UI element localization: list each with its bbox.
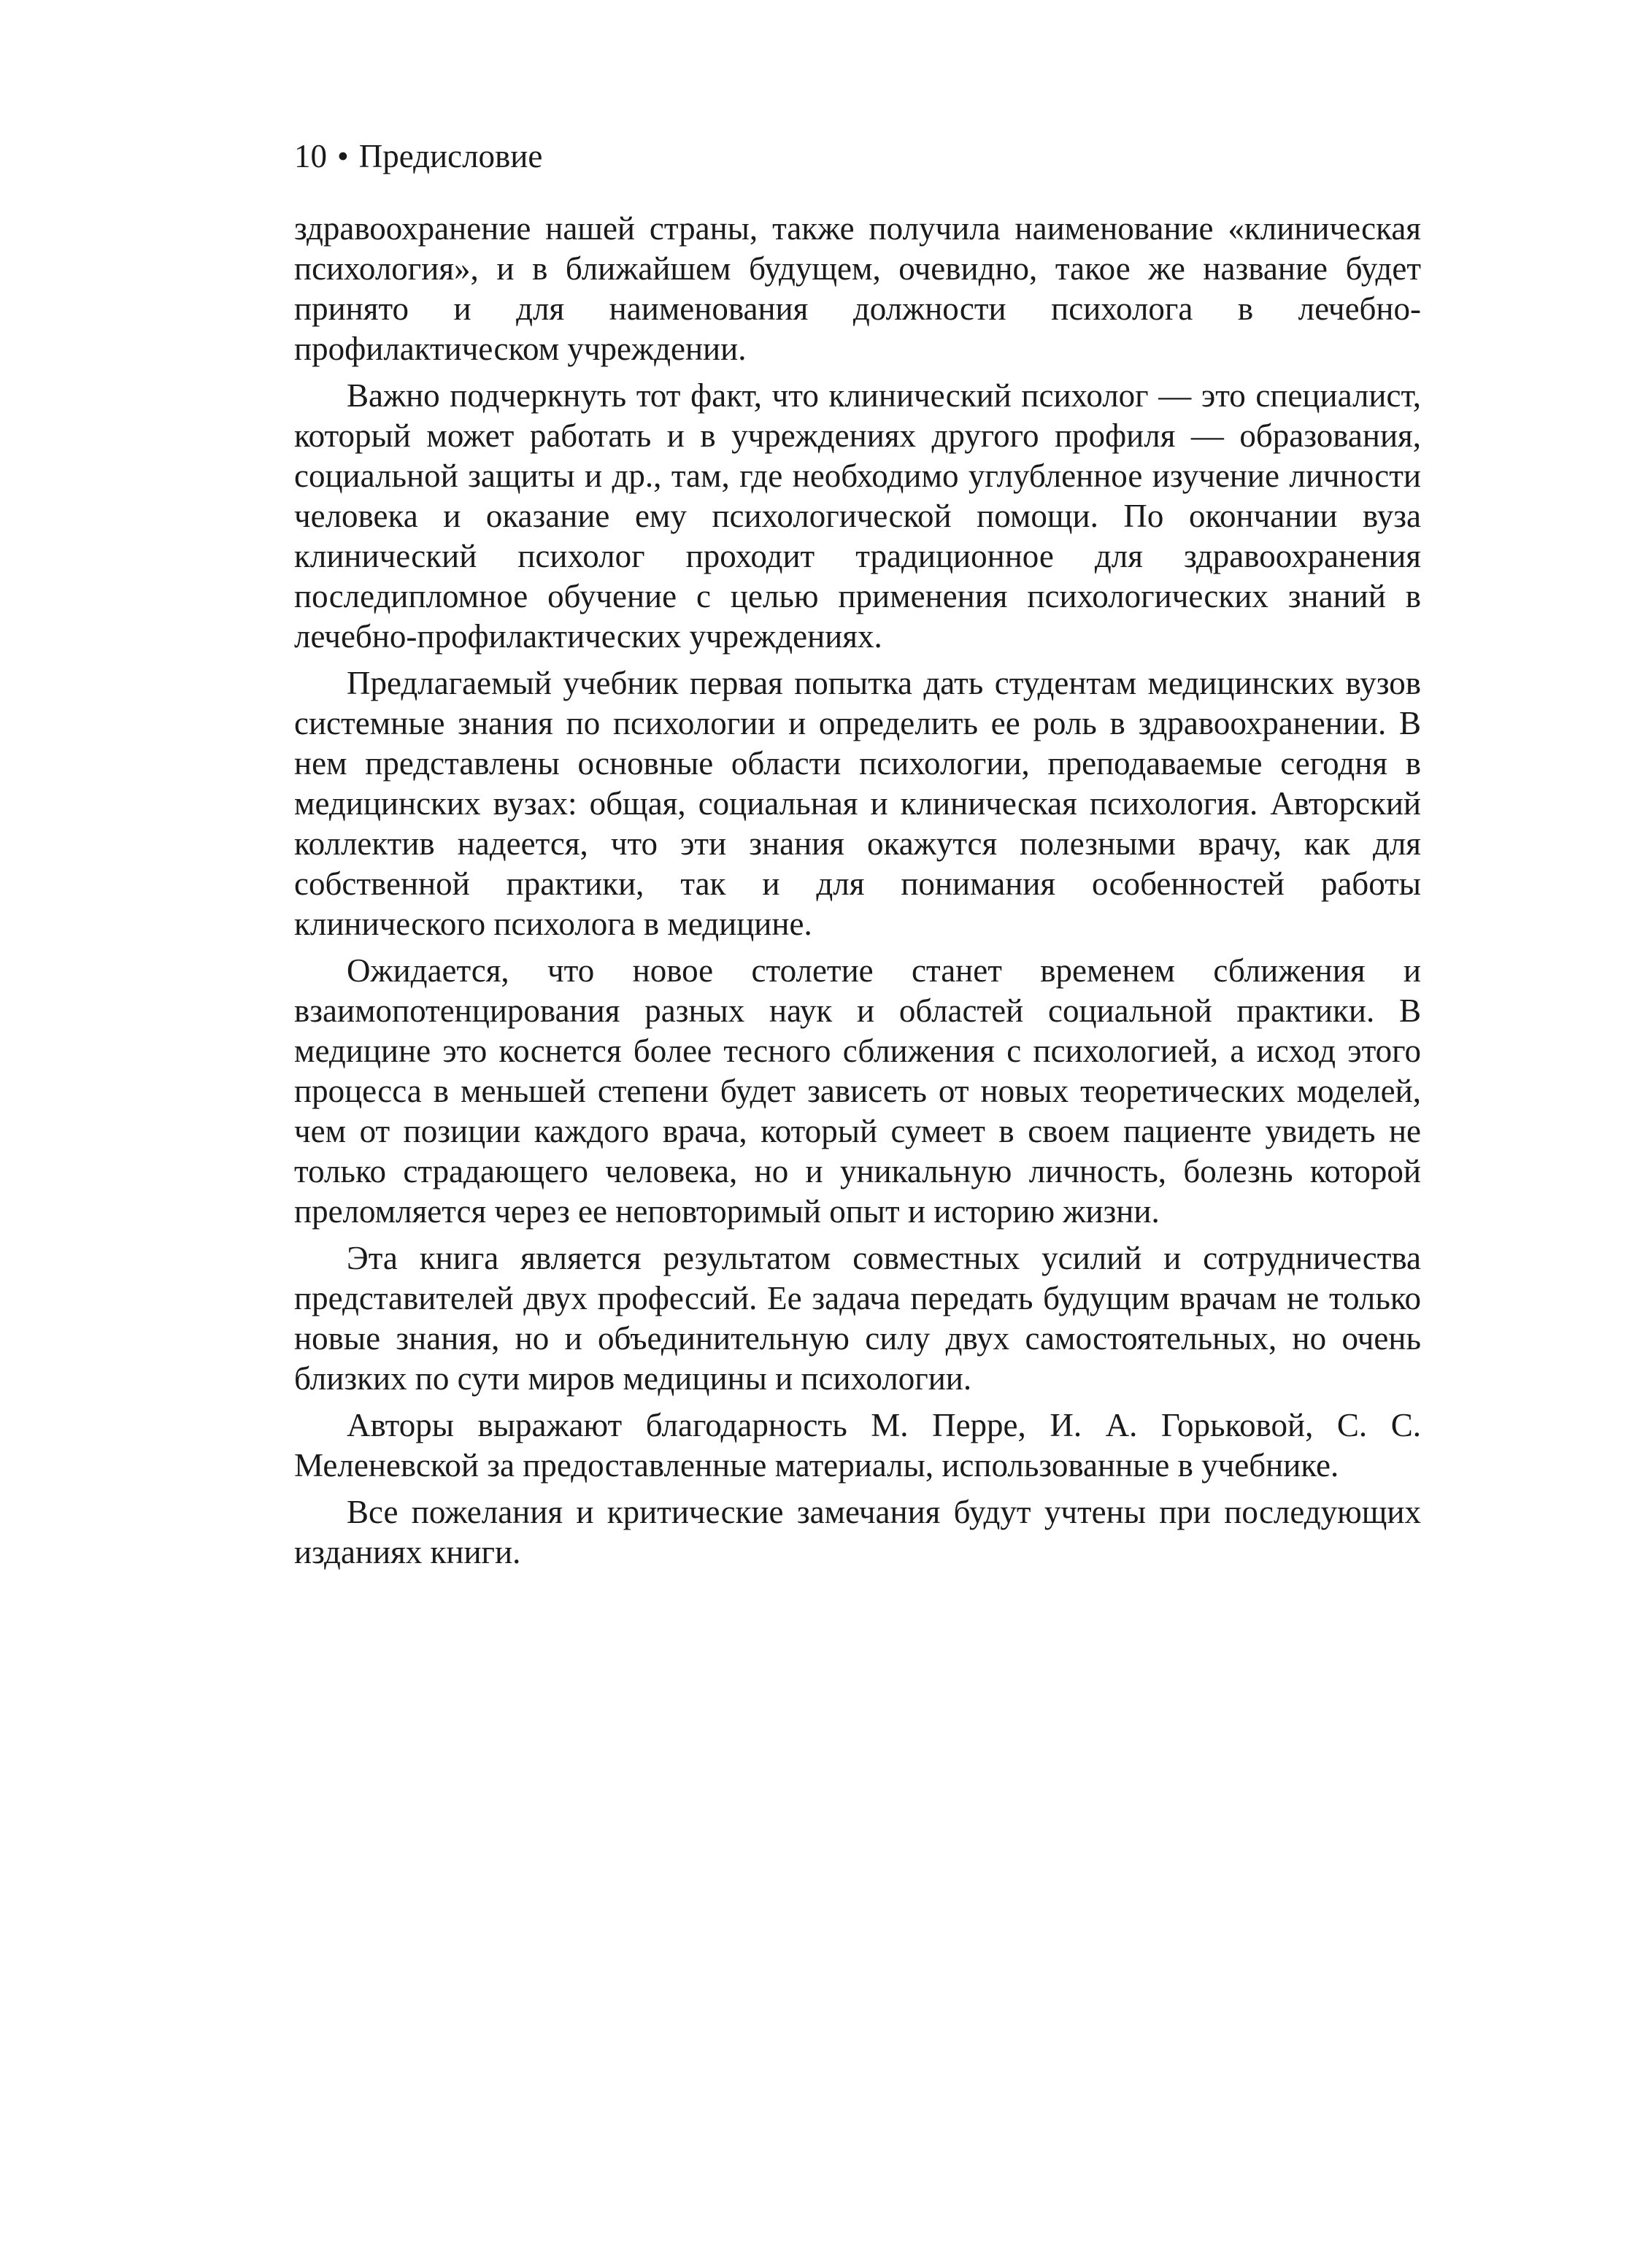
page-number: 10 — [294, 138, 327, 174]
paragraph-6: Авторы выражают благодарность М. Перре, И. А. Горьковой, С. С. Меленевской за предоставленные материалы, использованные в учебнике. — [294, 1407, 1421, 1484]
paragraph-3: Предлагаемый учебник первая попытка дать студентам медицинских вузов системные знания по психологии и определить ее роль в здравоохранении. В нем представлены основные области психологии, преподаваемые сегодня в медицинских вузах: общая, социальная и клиническая психология. Авторский коллектив надеется, что эти знания окажутся полезными врачу, как для собственной практики, так и для понимания особенностей работы клинического психолога в медицине. — [294, 665, 1421, 942]
paragraph-7: Все пожелания и критические замечания будут учтены при последующих изданиях книги. — [294, 1494, 1421, 1570]
body-text — [294, 209, 1421, 1579]
paragraph-2: Важно подчеркнуть тот факт, что клинический психолог — это специалист, который может работать и в учреждениях другого профиля — образования, социальной защиты и др., там, где необходимо углубленное изучение личности человека и оказание ему психологической помощи. По окончании вуза клинический психолог проходит традиционное для здравоохранения последипломное обучение с целью применения психологических знаний в лечебно-профилактических учреждениях. — [294, 377, 1421, 655]
paragraph-1: здравоохранение нашей страны, также получила наименование «клиническая психология», и в ближайшем будущем, очевидно, такое же название будет принято и для наименования должности психолога в лечебно-профилактическом учреждении. — [294, 210, 1421, 367]
running-head — [294, 134, 542, 178]
paragraph-4: Ожидается, что новое столетие станет временем сближения и взаимопотенцирования разных наук и областей социальной практики. В медицине это коснется более тесного сближения с психологией, а исход этого процесса в меньшей степени будет зависеть от новых теоретических моделей, чем от позиции каждого врача, который сумеет в своем пациенте увидеть не только страдающего человека, но и уникальную личность, болезнь которой преломляется через ее неповторимый опыт и историю жизни. — [294, 952, 1421, 1230]
section-title: Предисловие — [358, 138, 543, 174]
header-separator: • — [337, 138, 349, 174]
paragraph-5: Эта книга является результатом совместных усилий и сотрудничества представителей двух профессий. Ее задача передать будущим врачам не только новые знания, но и объединительную силу двух самостоятельных, но очень близких по сути миров медицины и психологии. — [294, 1240, 1421, 1397]
